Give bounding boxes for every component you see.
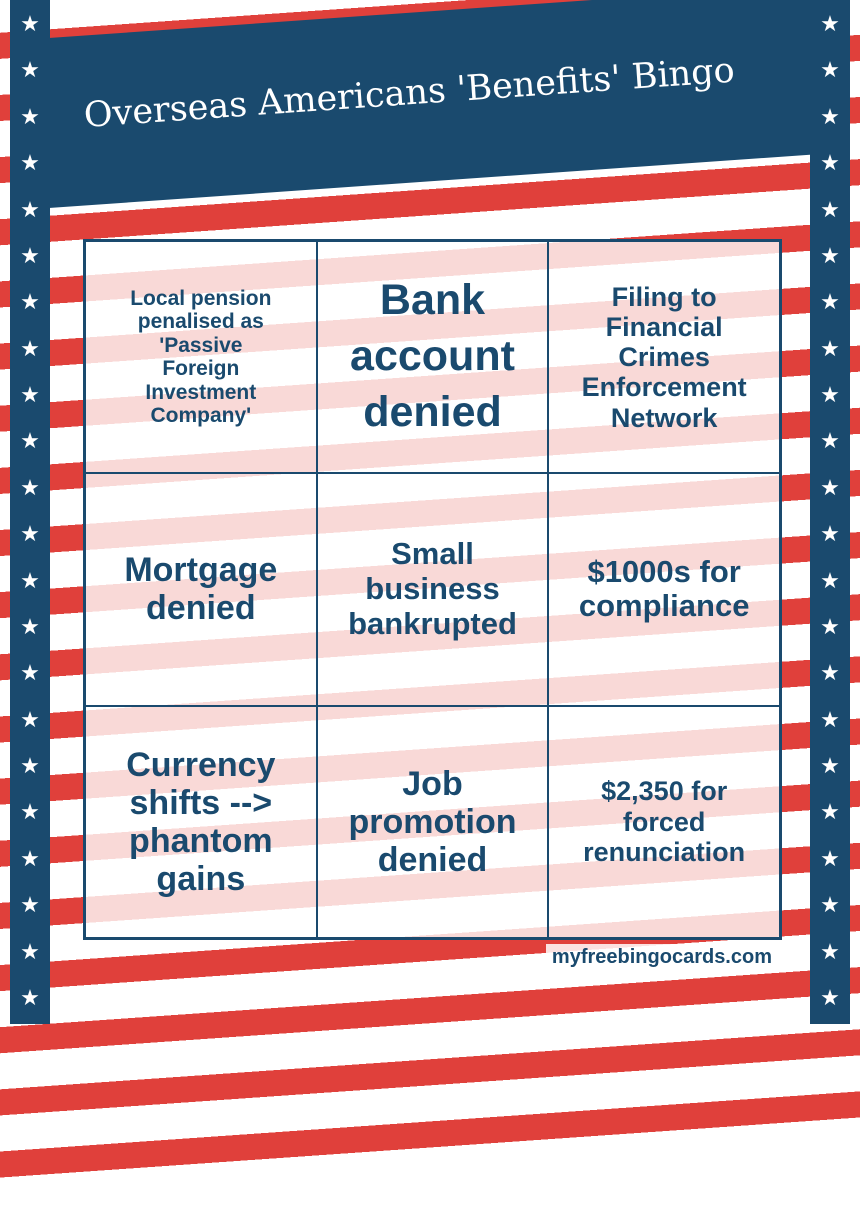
star-icon: ★ — [820, 290, 840, 316]
star-icon: ★ — [820, 893, 840, 919]
star-icon: ★ — [820, 104, 840, 130]
star-icon: ★ — [820, 58, 840, 84]
bingo-cell[interactable] — [85, 473, 317, 705]
bingo-grid — [83, 239, 782, 940]
star-icon: ★ — [820, 151, 840, 177]
star-icon: ★ — [20, 58, 40, 84]
star-icon: ★ — [820, 985, 840, 1011]
star-icon: ★ — [820, 661, 840, 687]
star-icon: ★ — [20, 475, 40, 501]
bingo-cell[interactable] — [548, 473, 780, 705]
right-star-bar — [810, 0, 850, 1024]
star-icon: ★ — [820, 754, 840, 779]
star-icon: ★ — [820, 800, 840, 826]
star-icon: ★ — [20, 12, 40, 37]
star-icon: ★ — [820, 429, 840, 455]
star-icon: ★ — [820, 12, 840, 37]
star-icon: ★ — [820, 614, 840, 640]
star-icon: ★ — [20, 290, 40, 316]
page-title: Overseas Americans 'Benefits' Bingo — [82, 50, 736, 136]
star-icon: ★ — [820, 475, 840, 501]
cell-text: Small business bankrupted — [348, 536, 517, 641]
star-icon: ★ — [20, 985, 40, 1011]
bingo-cell[interactable] — [317, 473, 549, 705]
star-icon: ★ — [20, 893, 40, 919]
bingo-cell[interactable] — [85, 241, 317, 473]
star-icon: ★ — [20, 846, 40, 872]
star-icon: ★ — [820, 707, 840, 733]
bingo-cell[interactable] — [85, 706, 317, 938]
star-icon: ★ — [820, 568, 840, 594]
bingo-cell[interactable] — [548, 706, 780, 938]
cell-text: $2,350 for forced renunciation — [583, 776, 746, 867]
cell-text: Job promotion denied — [348, 764, 517, 879]
star-icon: ★ — [20, 800, 40, 826]
star-icon: ★ — [820, 939, 840, 965]
star-icon: ★ — [820, 846, 840, 872]
star-icon: ★ — [20, 336, 40, 362]
cell-text: $1000s for compliance — [578, 553, 750, 624]
cell-text: Bank account denied — [350, 276, 515, 437]
star-icon: ★ — [20, 522, 40, 548]
left-star-bar — [10, 0, 50, 1024]
star-icon: ★ — [20, 707, 40, 733]
cell-text: Filing to Financial Crimes Enforcement Network — [581, 281, 747, 433]
bingo-cell[interactable] — [317, 241, 549, 473]
bingo-cell[interactable] — [317, 706, 549, 938]
star-icon: ★ — [20, 151, 40, 177]
star-icon: ★ — [820, 383, 840, 408]
star-icon: ★ — [20, 614, 40, 640]
star-icon: ★ — [20, 104, 40, 130]
star-icon: ★ — [820, 336, 840, 362]
star-icon: ★ — [20, 429, 40, 455]
star-icon: ★ — [20, 383, 40, 408]
bingo-cell[interactable] — [548, 241, 780, 473]
star-icon: ★ — [20, 939, 40, 965]
cell-text: Local pension penalised as 'Passive Foreign Investment Company' — [130, 286, 272, 428]
star-icon: ★ — [20, 754, 40, 779]
cell-text: Currency shifts --> phantom gains — [126, 745, 276, 898]
star-icon: ★ — [820, 522, 840, 548]
star-icon: ★ — [820, 197, 840, 223]
star-icon: ★ — [20, 661, 40, 687]
star-icon: ★ — [20, 243, 40, 269]
star-icon: ★ — [20, 197, 40, 223]
star-icon: ★ — [20, 568, 40, 594]
watermark: myfreebingocards.com — [546, 944, 778, 971]
cell-text: Mortgage denied — [124, 551, 278, 628]
star-icon: ★ — [820, 243, 840, 269]
